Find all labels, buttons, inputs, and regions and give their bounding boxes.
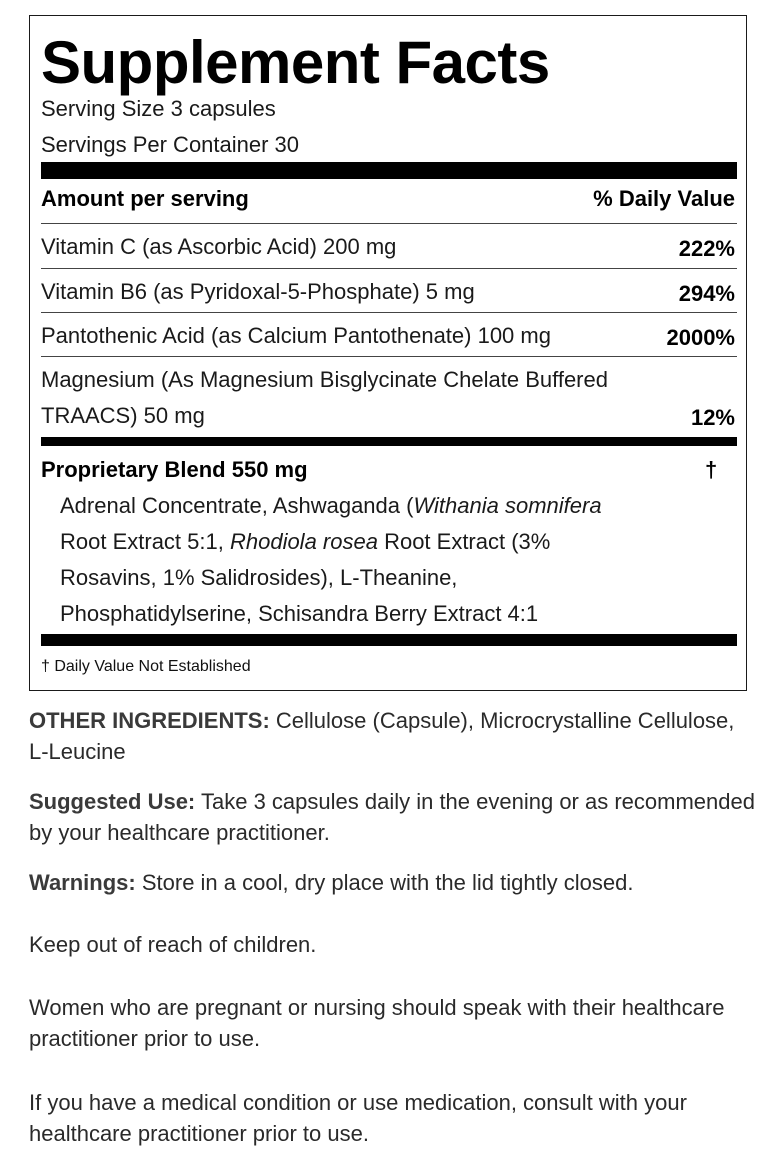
keep-out-warning: Keep out of reach of children. — [29, 932, 317, 957]
amount-per-serving-header: Amount per serving — [41, 186, 249, 211]
medium-divider — [41, 437, 737, 446]
servings-per-container: Servings Per Container 30 — [41, 132, 300, 157]
pregnancy-warning: Women who are pregnant or nursing should speak with their healthcare practitioner prior to use. — [29, 995, 725, 1051]
daily-value-header: % Daily Value — [593, 186, 735, 211]
bottom-divider — [41, 634, 737, 646]
medical-warning: If you have a medical condition or use medication, consult with your healthcare practitioner prior to use. — [29, 1090, 687, 1146]
divider — [41, 223, 737, 224]
blend-ingredients-line: Rosavins, 1% Salidrosides), L-Theanine, — [60, 565, 458, 590]
blend-dagger: † — [705, 457, 718, 482]
footnote: † Daily Value Not Established — [41, 658, 251, 675]
nutrient-dv: 2000% — [666, 325, 735, 350]
serving-size: Serving Size 3 capsules — [41, 96, 276, 121]
divider — [41, 356, 737, 357]
nutrient-label: Vitamin C (as Ascorbic Acid) 200 mg — [41, 234, 397, 259]
supplement-facts-panel — [29, 15, 747, 691]
other-ingredients: OTHER INGREDIENTS: Cellulose (Capsule), Microcrystalline Cellulose, L-Leucine — [29, 708, 735, 764]
nutrient-label: TRAACS) 50 mg — [41, 403, 205, 428]
blend-title: Proprietary Blend 550 mg — [41, 457, 308, 482]
divider — [41, 268, 737, 269]
warnings: Warnings: Store in a cool, dry place with the lid tightly closed. — [29, 870, 634, 895]
blend-ingredients-line: Adrenal Concentrate, Ashwaganda (Withania somnifera — [60, 493, 602, 518]
nutrient-label: Vitamin B6 (as Pyridoxal-5-Phosphate) 5 mg — [41, 279, 475, 304]
panel-title: Supplement Facts — [41, 29, 550, 96]
nutrient-dv: 222% — [678, 236, 735, 261]
nutrient-label: Magnesium (As Magnesium Bisglycinate Chelate Buffered — [41, 367, 608, 392]
blend-ingredients-line: Root Extract 5:1, Rhodiola rosea Root Extract (3% — [60, 529, 551, 554]
thick-divider — [41, 162, 737, 179]
divider — [41, 312, 737, 313]
blend-ingredients-line: Phosphatidylserine, Schisandra Berry Extract 4:1 — [60, 601, 539, 626]
suggested-use: Suggested Use: Take 3 capsules daily in the evening or as recommended by your healthcare practitioner. — [29, 789, 755, 845]
nutrient-dv: 12% — [690, 405, 735, 430]
nutrient-dv: 294% — [678, 281, 735, 306]
nutrient-label: Pantothenic Acid (as Calcium Pantothenate) 100 mg — [41, 323, 551, 348]
